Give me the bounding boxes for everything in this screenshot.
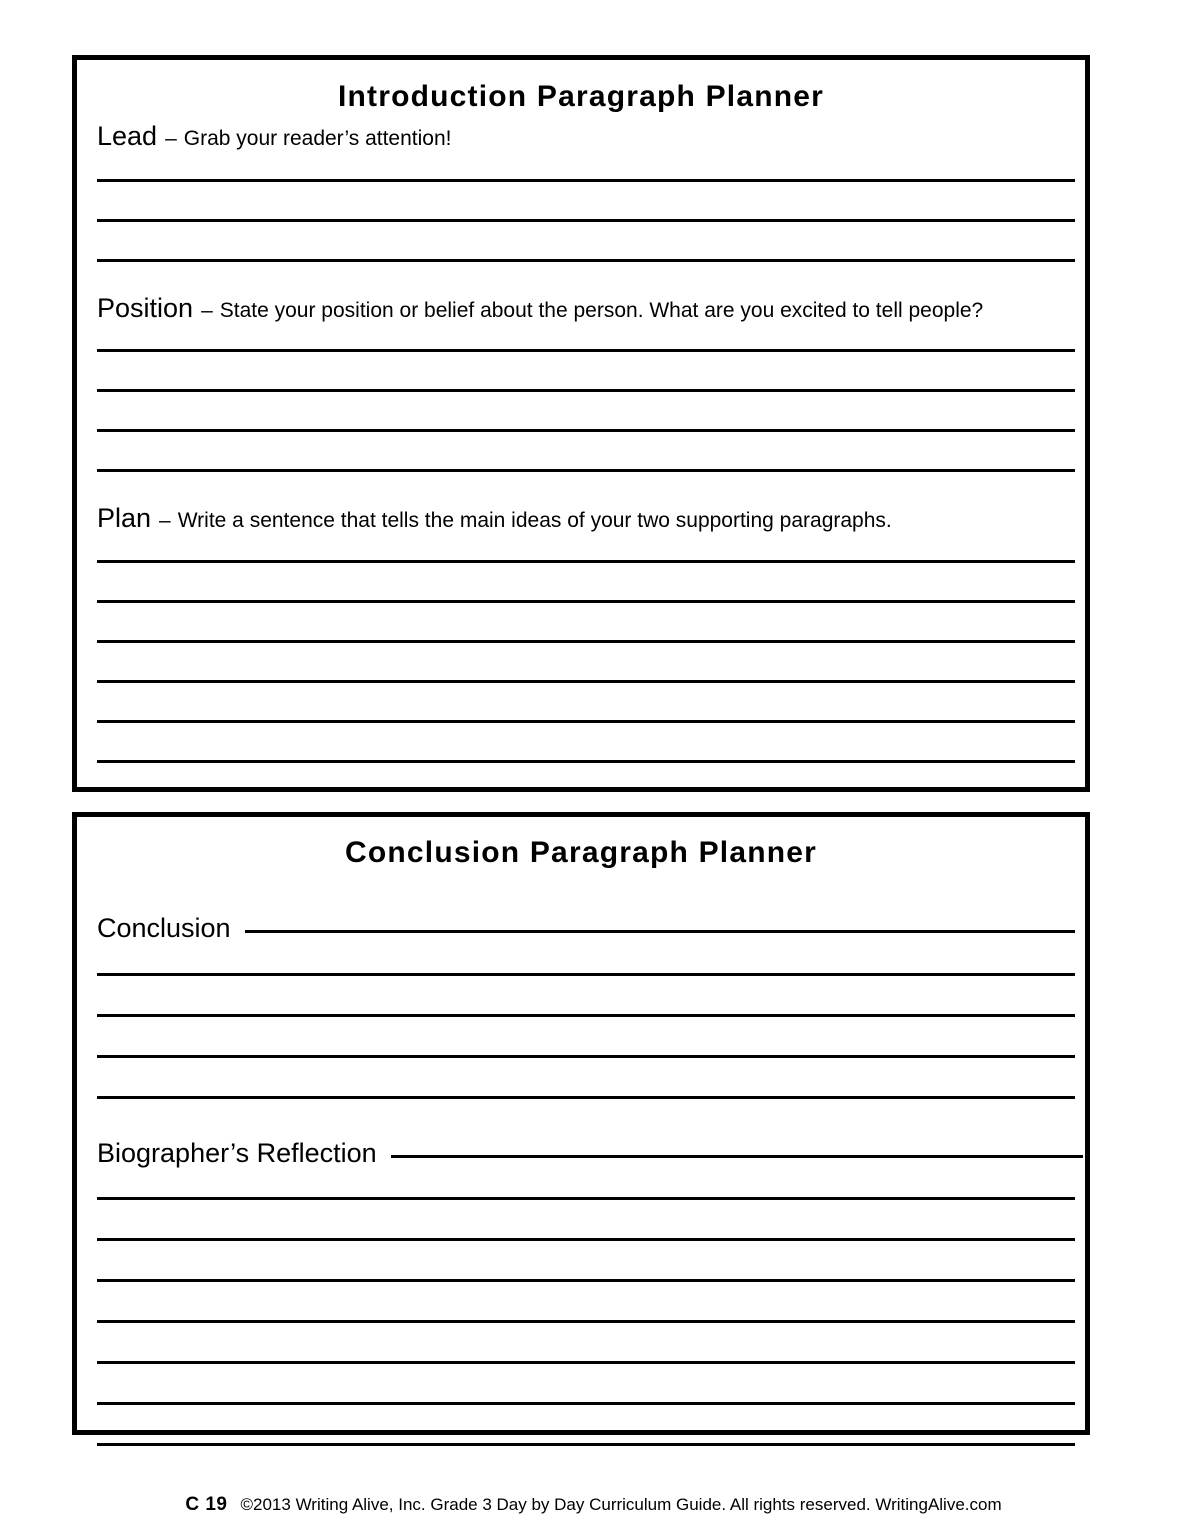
position-writing-lines[interactable] bbox=[97, 349, 1075, 472]
writing-line[interactable] bbox=[97, 219, 1075, 222]
writing-line[interactable] bbox=[97, 1320, 1075, 1323]
writing-line[interactable] bbox=[97, 1402, 1075, 1405]
prompt-plan-dash: – bbox=[159, 509, 171, 533]
prompt-conclusion bbox=[97, 914, 1075, 944]
writing-line[interactable] bbox=[97, 1197, 1075, 1200]
prompt-plan-label: Plan bbox=[97, 503, 152, 534]
prompt-lead-label: Lead bbox=[97, 121, 158, 151]
conclusion-inline-writing-line[interactable] bbox=[245, 930, 1075, 933]
writing-line[interactable] bbox=[97, 349, 1075, 352]
prompt-conclusion-label: Conclusion bbox=[97, 913, 231, 943]
writing-line[interactable] bbox=[97, 429, 1075, 432]
prompt-biographers-reflection-label: Biographer’s Reflection bbox=[97, 1137, 377, 1168]
introduction-planner-title: Introduction Paragraph Planner bbox=[337, 80, 825, 113]
writing-line[interactable] bbox=[97, 600, 1075, 603]
prompt-position-dash: – bbox=[201, 298, 213, 322]
prompt-position-description: State your position or belief about the person. What are you excited to tell people? bbox=[219, 298, 984, 322]
introduction-paragraph-planner-box bbox=[72, 55, 1090, 792]
prompt-position bbox=[97, 294, 1065, 324]
writing-line[interactable] bbox=[97, 720, 1075, 723]
writing-line[interactable] bbox=[97, 1238, 1075, 1241]
writing-line[interactable] bbox=[97, 1361, 1075, 1364]
conclusion-writing-lines[interactable] bbox=[97, 973, 1075, 1099]
conclusion-paragraph-planner-box bbox=[72, 812, 1090, 1435]
introduction-box-inner bbox=[77, 60, 1085, 787]
writing-line[interactable] bbox=[97, 1096, 1075, 1099]
writing-line[interactable] bbox=[97, 1443, 1075, 1446]
prompt-lead-dash: – bbox=[165, 127, 177, 150]
writing-line[interactable] bbox=[97, 640, 1075, 643]
page-footer bbox=[0, 1494, 1187, 1516]
footer-copyright: ©2013 Writing Alive, Inc. Grade 3 Day by Day Curriculum Guide. All rights reserved. WritingAlive.com bbox=[240, 1495, 1002, 1514]
writing-line[interactable] bbox=[97, 560, 1075, 563]
prompt-biographers-reflection bbox=[97, 1139, 1083, 1169]
plan-writing-lines[interactable] bbox=[97, 560, 1075, 763]
biographers-reflection-inline-writing-line[interactable] bbox=[391, 1155, 1083, 1158]
writing-line[interactable] bbox=[97, 1279, 1075, 1282]
lead-writing-lines[interactable] bbox=[97, 179, 1075, 262]
prompt-lead-description: Grab your reader’s attention! bbox=[183, 127, 452, 150]
writing-line[interactable] bbox=[97, 389, 1075, 392]
prompt-plan bbox=[97, 504, 1065, 534]
prompt-position-label: Position bbox=[97, 292, 194, 323]
writing-line[interactable] bbox=[97, 973, 1075, 976]
writing-line[interactable] bbox=[97, 1055, 1075, 1058]
writing-line[interactable] bbox=[97, 680, 1075, 683]
writing-line[interactable] bbox=[97, 469, 1075, 472]
prompt-lead bbox=[97, 122, 1065, 152]
conclusion-planner-title: Conclusion Paragraph Planner bbox=[344, 836, 818, 869]
writing-line[interactable] bbox=[97, 1014, 1075, 1017]
biographers-reflection-writing-lines[interactable] bbox=[97, 1197, 1075, 1446]
writing-line[interactable] bbox=[97, 259, 1075, 262]
footer-page-code: C 19 bbox=[185, 1494, 228, 1515]
writing-line[interactable] bbox=[97, 179, 1075, 182]
writing-line[interactable] bbox=[97, 760, 1075, 763]
conclusion-box-inner bbox=[77, 817, 1085, 1430]
prompt-plan-description: Write a sentence that tells the main ideas of your two supporting paragraphs. bbox=[177, 509, 892, 533]
